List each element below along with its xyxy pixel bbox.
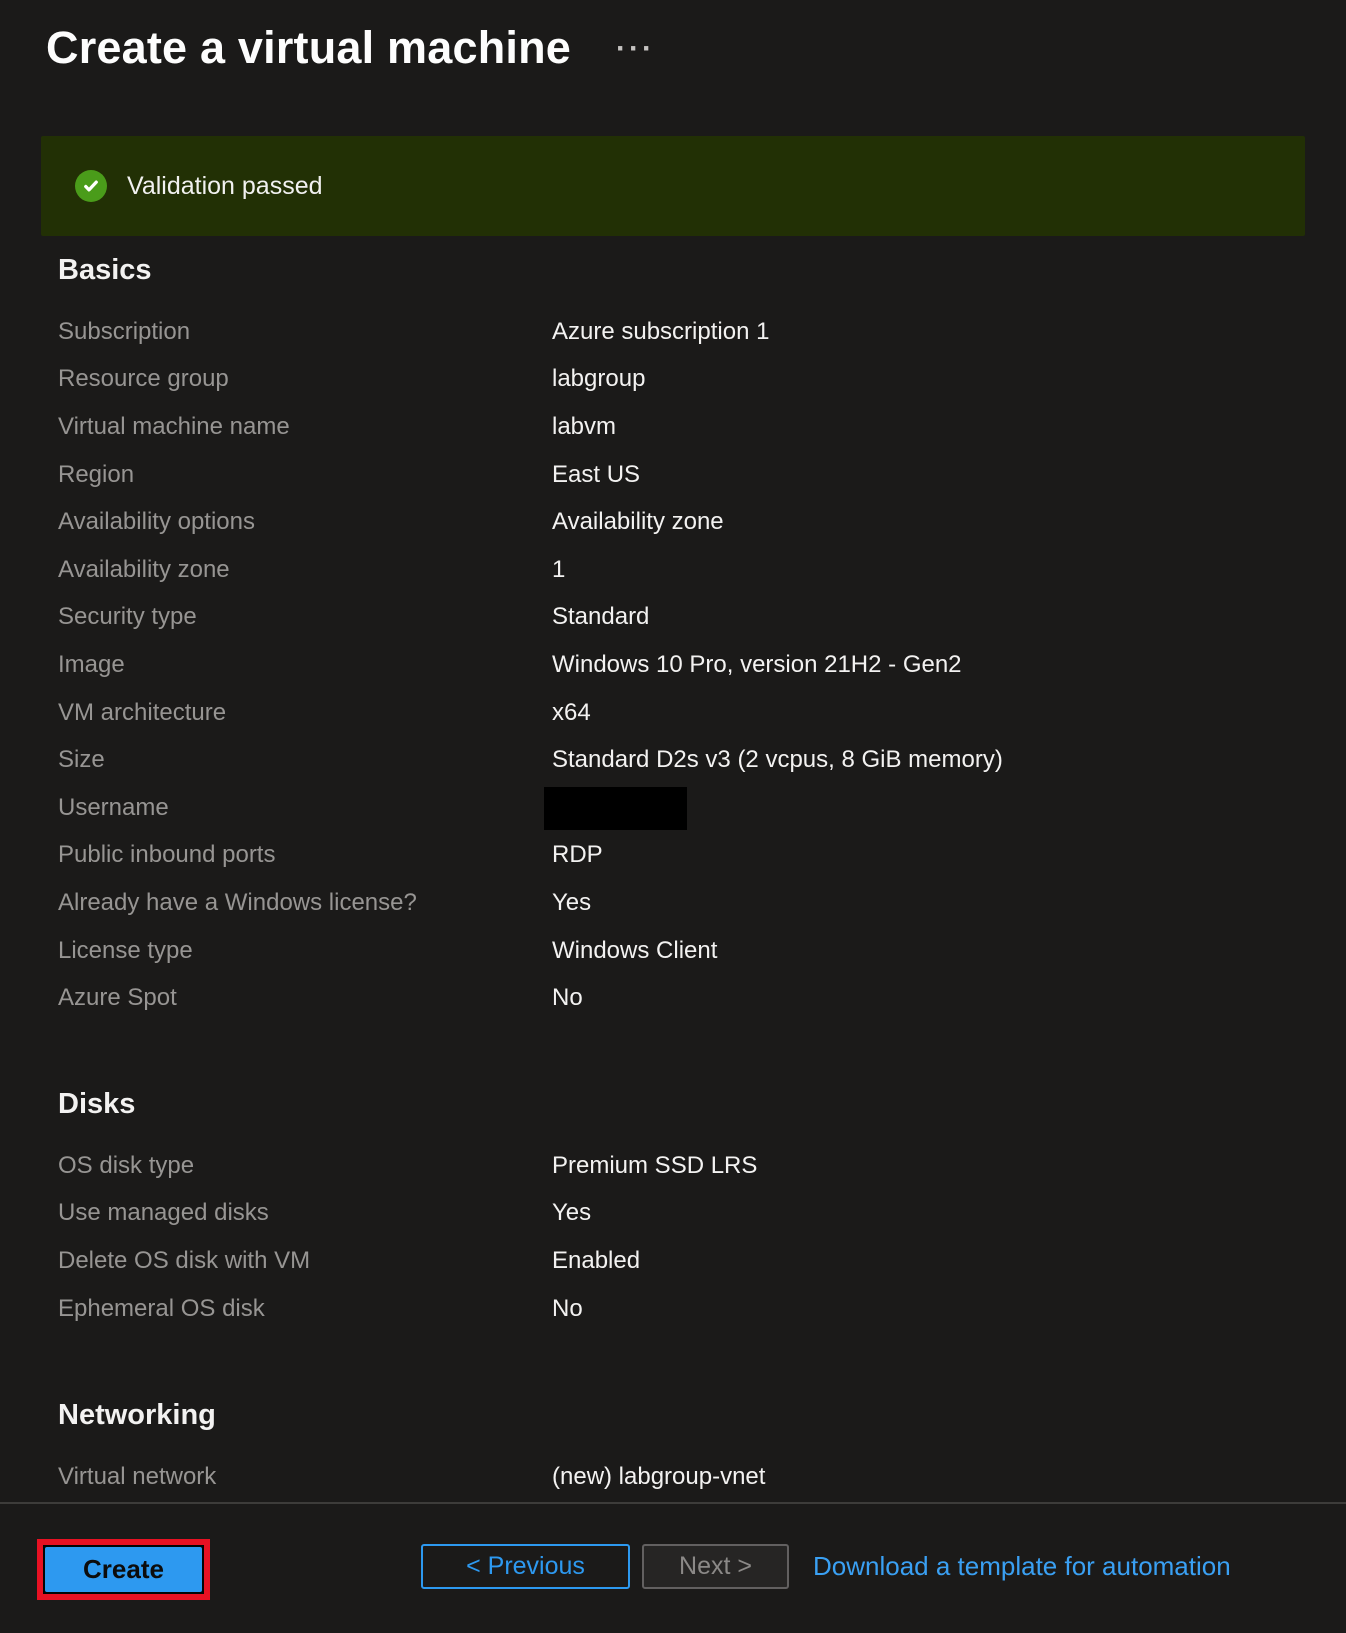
create-button-highlight — [37, 1539, 210, 1600]
networking-rows — [58, 1453, 1306, 1501]
field-label: Virtual machine name — [58, 412, 290, 440]
field-value: Availability zone — [552, 508, 724, 536]
ellipsis-icon: ··· — [616, 32, 655, 65]
field-row-windows-license — [58, 879, 1306, 927]
more-options-button[interactable] — [616, 34, 655, 64]
field-label: VM architecture — [58, 698, 227, 726]
field-value: No — [552, 984, 583, 1012]
download-template-link[interactable]: Download a template for automation — [813, 1551, 1231, 1581]
field-value: (new) labgroup-vnet — [552, 1462, 766, 1490]
field-value: Azure subscription 1 — [552, 317, 770, 345]
section-heading-networking: Networking — [58, 1399, 216, 1431]
footer-divider — [0, 1502, 1346, 1504]
validation-banner-text: Validation passed — [127, 171, 323, 200]
field-value: Standard — [552, 603, 650, 631]
field-label: Virtual network — [58, 1462, 217, 1490]
field-value: Yes — [552, 888, 592, 916]
redacted-username-value — [544, 787, 687, 830]
field-row-availability-options — [58, 498, 1306, 546]
check-circle-icon — [75, 170, 107, 202]
field-value: Standard D2s v3 (2 vcpus, 8 GiB memory) — [552, 746, 1003, 774]
field-value: 1 — [552, 555, 566, 583]
field-row-public-inbound-ports — [58, 832, 1306, 880]
field-row-virtual-network — [58, 1453, 1306, 1501]
previous-button[interactable]: < Previous — [421, 1544, 630, 1589]
field-row-availability-zone — [58, 546, 1306, 594]
field-value: labgroup — [552, 365, 646, 393]
field-row-vm-architecture — [58, 689, 1306, 737]
field-label: Delete OS disk with VM — [58, 1246, 311, 1274]
basics-rows — [58, 308, 1306, 1022]
field-label: License type — [58, 936, 193, 964]
field-label: Already have a Windows license? — [58, 888, 417, 916]
next-button[interactable]: Next > — [642, 1544, 789, 1589]
field-label: Azure Spot — [58, 984, 177, 1012]
field-label: Username — [58, 793, 169, 821]
create-button[interactable]: Create — [45, 1547, 202, 1592]
field-label: Image — [58, 650, 125, 678]
field-row-delete-os-disk — [58, 1237, 1306, 1285]
field-row-region — [58, 451, 1306, 499]
field-value: Windows Client — [552, 936, 718, 964]
field-value: x64 — [552, 698, 591, 726]
field-value: Windows 10 Pro, version 21H2 - Gen2 — [552, 650, 962, 678]
field-label: Security type — [58, 603, 197, 631]
field-label: OS disk type — [58, 1151, 195, 1179]
field-row-azure-spot — [58, 974, 1306, 1022]
field-label: Ephemeral OS disk — [58, 1294, 265, 1322]
field-label: Region — [58, 460, 135, 488]
validation-banner — [41, 136, 1305, 236]
field-label: Availability options — [58, 508, 256, 536]
field-value: Enabled — [552, 1246, 641, 1274]
page-title: Create a virtual machine — [46, 22, 572, 73]
field-row-vm-name — [58, 403, 1306, 451]
field-value: Premium SSD LRS — [552, 1151, 758, 1179]
field-value: RDP — [552, 841, 603, 869]
field-row-size — [58, 736, 1306, 784]
field-value: Yes — [552, 1199, 592, 1227]
field-value: No — [552, 1294, 583, 1322]
field-row-resource-group — [58, 356, 1306, 404]
field-label: Resource group — [58, 365, 229, 393]
field-row-image — [58, 641, 1306, 689]
field-value: labvm — [552, 412, 617, 440]
field-label: Availability zone — [58, 555, 230, 583]
field-row-use-managed-disks — [58, 1190, 1306, 1238]
field-row-os-disk-type — [58, 1142, 1306, 1190]
field-label: Public inbound ports — [58, 841, 276, 869]
disks-rows — [58, 1142, 1306, 1332]
field-value: East US — [552, 460, 641, 488]
field-row-security-type — [58, 594, 1306, 642]
field-value — [552, 785, 687, 830]
field-label: Subscription — [58, 317, 191, 345]
field-row-username — [58, 784, 1306, 832]
field-row-license-type — [58, 927, 1306, 975]
field-label: Size — [58, 746, 105, 774]
field-row-ephemeral-os-disk — [58, 1285, 1306, 1333]
field-label: Use managed disks — [58, 1199, 269, 1227]
section-heading-disks: Disks — [58, 1088, 136, 1120]
field-row-subscription — [58, 308, 1306, 356]
section-heading-basics: Basics — [58, 254, 152, 286]
